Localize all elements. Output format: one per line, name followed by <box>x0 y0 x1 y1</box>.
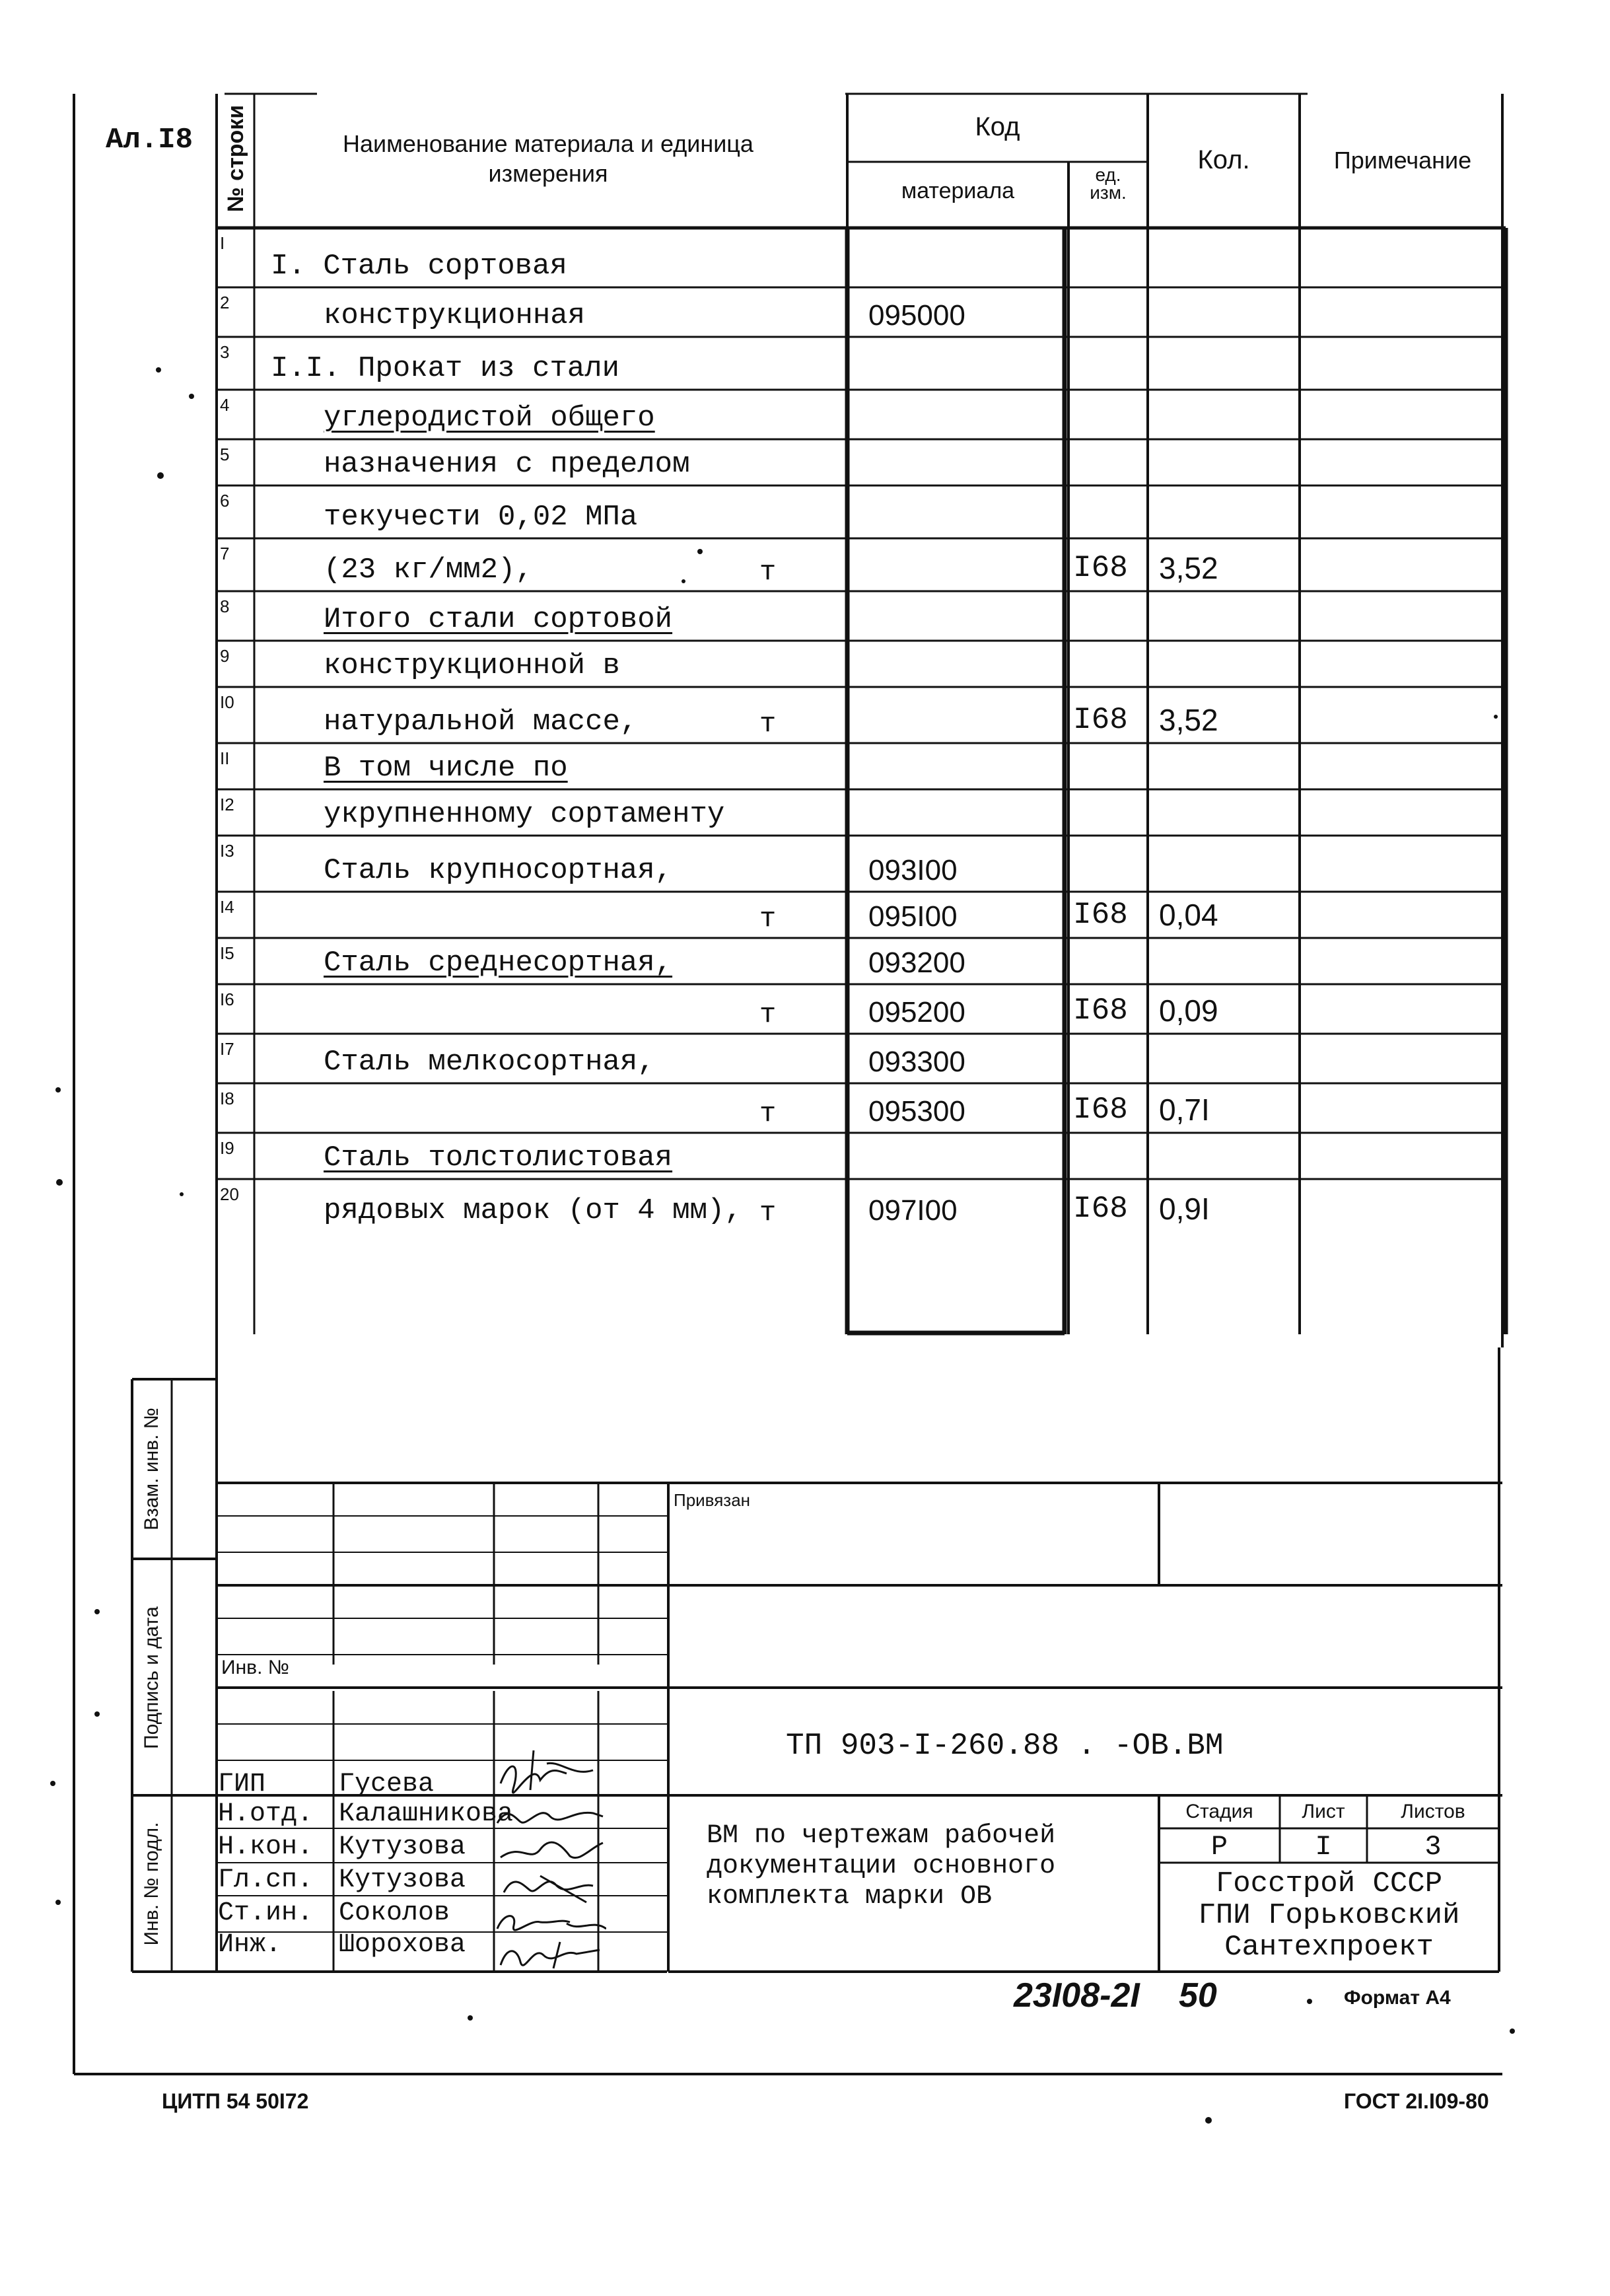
row-material-name: (23 кг/мм2), <box>324 554 533 587</box>
approval-name: Калашникова <box>339 1799 514 1829</box>
archive-number: 23I08-2I <box>1014 1976 1140 2015</box>
document-title-line: комплекта марки ОВ <box>707 1882 993 1912</box>
row-material-name: Сталь толстолистовая <box>324 1141 673 1174</box>
row-number: 6 <box>220 491 230 511</box>
header-code-unit: ед. изм. <box>1090 164 1127 203</box>
title-block-inventory-label: Инв. № <box>221 1657 289 1678</box>
row-material-name: Сталь мелкосортная, <box>324 1046 655 1079</box>
row-material-code: 097I00 <box>868 1194 958 1227</box>
row-material-code: 093300 <box>868 1046 965 1078</box>
row-material-code: 093200 <box>868 947 965 979</box>
row-material-name: Сталь среднесортная, <box>324 947 673 980</box>
approval-role: Ст.ин. <box>218 1898 314 1928</box>
approval-role: Инж. <box>218 1930 282 1960</box>
header-code-material: материала <box>901 178 1015 203</box>
row-quantity: 0,7I <box>1159 1093 1210 1127</box>
row-material-name: I. Сталь сортовая <box>271 250 567 283</box>
organization-line: Сантехпроект <box>1224 1931 1434 1964</box>
approval-name: Соколов <box>339 1898 450 1928</box>
row-material-name: Итого стали сортовой <box>324 603 673 636</box>
title-block-attached-label: Привязан <box>674 1490 751 1510</box>
document-title-line: ВМ по чертежам рабочей <box>707 1821 1056 1851</box>
row-number: 9 <box>220 646 230 666</box>
stage-value: Р <box>1210 1831 1228 1863</box>
approval-role: Гл.сп. <box>218 1865 314 1895</box>
row-material-code: 095200 <box>868 996 965 1028</box>
row-material-name: В том числе по <box>324 752 568 785</box>
row-number: 2 <box>220 293 230 312</box>
row-number: 5 <box>220 445 230 464</box>
sheet-number-value: I <box>1315 1831 1332 1863</box>
row-unit-code: I68 <box>1073 1093 1128 1127</box>
header-material-name: Наименование материала и единица измерения <box>343 130 753 187</box>
approval-role: Н.отд. <box>218 1799 314 1829</box>
row-unit-word: т <box>759 708 777 740</box>
row-number: 3 <box>220 342 230 362</box>
sheet-count-value: 3 <box>1424 1831 1442 1863</box>
row-number: I9 <box>220 1138 234 1158</box>
row-number: I3 <box>220 841 234 861</box>
row-number: 4 <box>220 395 230 415</box>
row-material-name: рядовых марок (от 4 мм), <box>324 1194 742 1227</box>
row-number: 20 <box>220 1184 239 1204</box>
row-unit-code: I68 <box>1073 898 1128 932</box>
row-number: I7 <box>220 1039 234 1059</box>
approval-role: Н.кон. <box>218 1832 314 1862</box>
row-unit-word: т <box>759 1197 777 1229</box>
row-quantity: 0,9I <box>1159 1192 1210 1226</box>
organization-line: Госстрой СССР <box>1215 1867 1443 1900</box>
sheet-number-label: Лист <box>1302 1801 1345 1822</box>
approval-name: Шорохова <box>339 1930 466 1960</box>
printer-code: ЦИТП 54 50I72 <box>162 2089 309 2113</box>
side-stamp-original-inventory: Инв. № подл. <box>141 1822 162 1946</box>
document-title-line: документации основного <box>707 1851 1056 1881</box>
row-unit-code: I68 <box>1073 993 1128 1028</box>
row-unit-code: I68 <box>1073 703 1128 737</box>
side-stamp-replacement-inventory: Взам. инв. № <box>141 1408 162 1530</box>
header-code: Код <box>975 112 1020 141</box>
row-number: 7 <box>220 544 230 563</box>
row-unit-word: т <box>759 999 777 1030</box>
approval-name: Гусева <box>339 1770 435 1799</box>
row-number: I4 <box>220 897 234 917</box>
row-material-name: назначения с пределом <box>324 448 690 481</box>
row-number: 8 <box>220 596 230 616</box>
row-material-name: Сталь крупносортная, <box>324 854 673 887</box>
row-material-name: углеродистой общего <box>324 402 655 435</box>
row-unit-word: т <box>759 1098 777 1130</box>
row-material-code: 095300 <box>868 1095 965 1128</box>
approval-role: ГИП <box>218 1770 266 1799</box>
row-unit-word: т <box>759 903 777 935</box>
row-unit-word: т <box>759 556 777 588</box>
row-material-name: конструкционная <box>324 299 586 332</box>
sheet-label: Ал.I8 <box>106 124 193 157</box>
organization-line: ГПИ Горьковский <box>1198 1899 1460 1932</box>
row-number: I <box>220 233 225 253</box>
row-material-code: 095000 <box>868 299 965 332</box>
row-number: I6 <box>220 989 234 1009</box>
gost-standard: ГОСТ 2I.I09-80 <box>1344 2089 1489 2113</box>
paper-format: Формат А4 <box>1344 1987 1451 2009</box>
header-quantity: Кол. <box>1197 145 1250 174</box>
row-material-name: I.I. Прокат из стали <box>271 352 620 385</box>
header-row-number: № строки <box>223 104 248 213</box>
row-number: I5 <box>220 943 234 963</box>
row-quantity: 0,09 <box>1159 993 1218 1028</box>
row-material-code: 093I00 <box>868 854 958 886</box>
row-unit-code: I68 <box>1073 1192 1128 1226</box>
stage-label: Стадия <box>1185 1801 1253 1822</box>
row-quantity: 0,04 <box>1159 898 1218 932</box>
row-number: I8 <box>220 1089 234 1108</box>
row-number: I0 <box>220 692 234 712</box>
row-number: II <box>220 748 230 768</box>
row-material-name: конструкционной в <box>324 649 620 682</box>
row-material-name: натуральной массе, <box>324 705 638 738</box>
row-material-code: 095I00 <box>868 900 958 933</box>
row-material-name: текучести 0,02 МПа <box>324 501 638 534</box>
sheet-count-label: Листов <box>1401 1801 1465 1822</box>
row-quantity: 3,52 <box>1159 703 1218 737</box>
row-number: I2 <box>220 795 234 814</box>
page-number: 50 <box>1179 1976 1217 2015</box>
side-stamp-signature-date: Подпись и дата <box>141 1606 162 1749</box>
signature-marks <box>494 1744 606 1972</box>
document-designation: ТП 903-I-260.88 . -ОВ.ВМ <box>786 1729 1224 1763</box>
row-material-name: укрупненному сортаменту <box>324 798 725 831</box>
approval-name: Кутузова <box>339 1832 466 1862</box>
row-unit-code: I68 <box>1073 551 1128 585</box>
header-note: Примечание <box>1333 147 1472 174</box>
approval-name: Кутузова <box>339 1865 466 1895</box>
row-quantity: 3,52 <box>1159 551 1218 585</box>
